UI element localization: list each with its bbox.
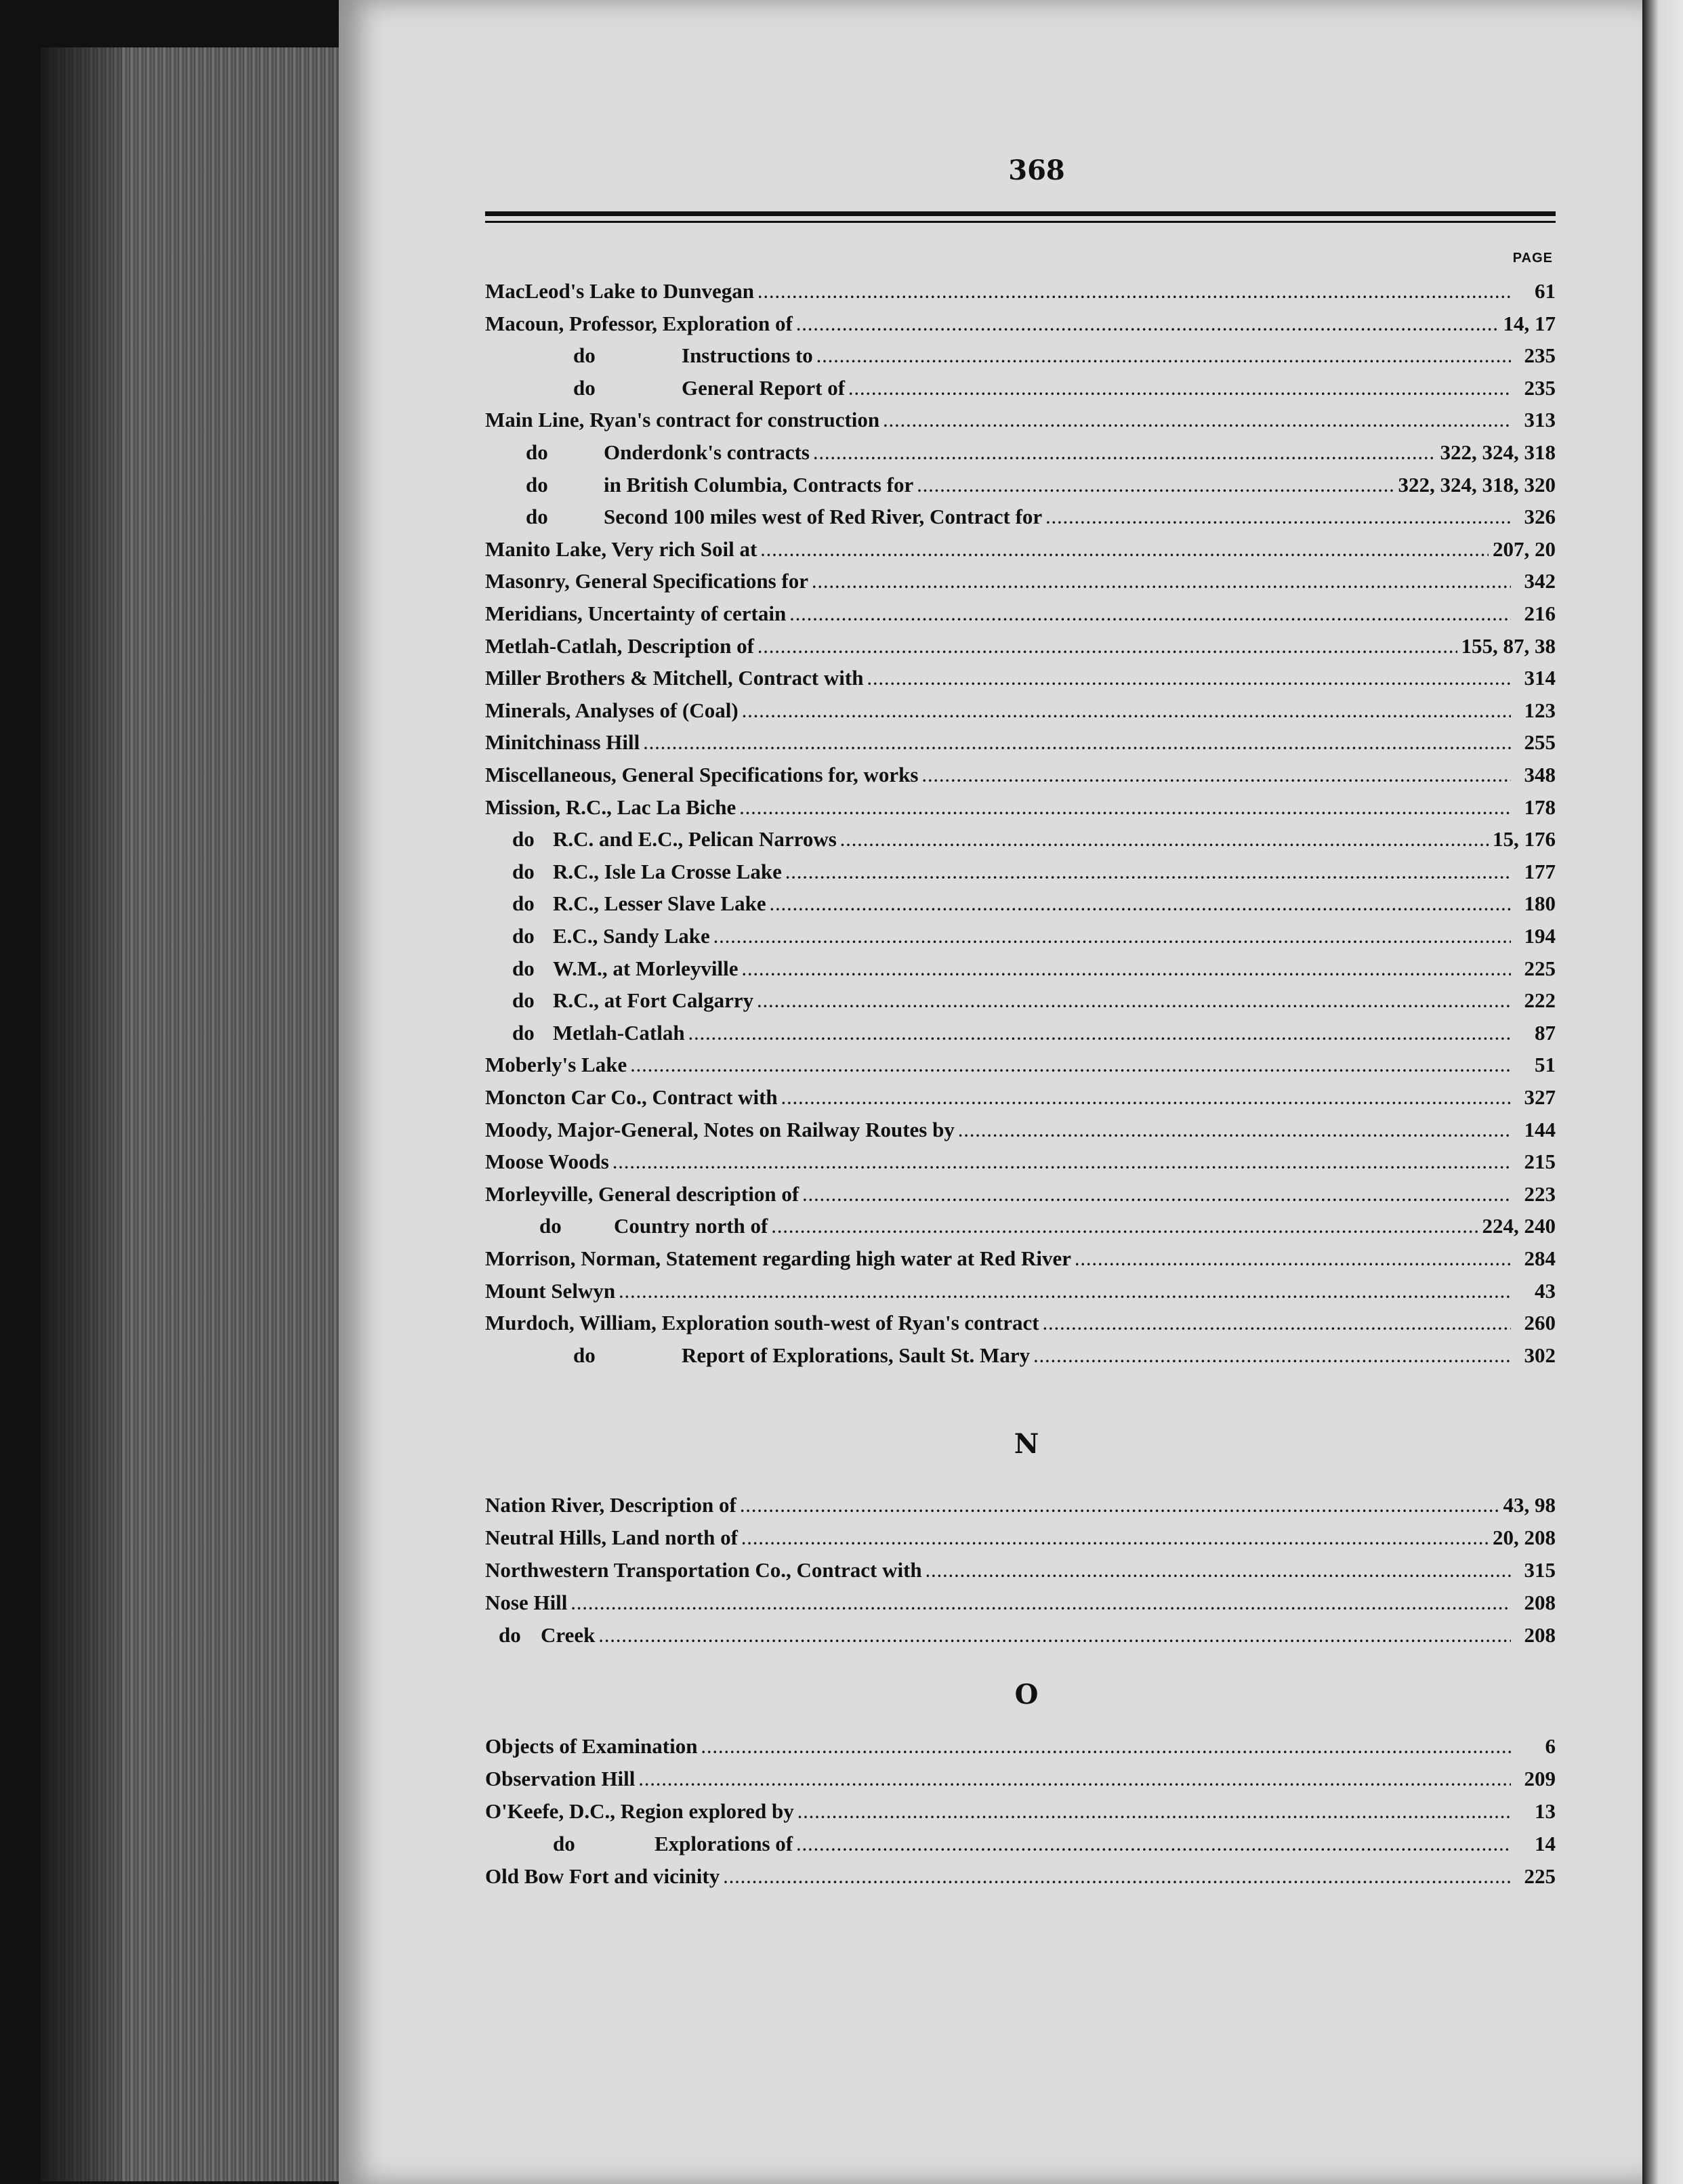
entry-text: Explorations of (654, 1832, 793, 1855)
ditto-mark: do (573, 343, 596, 368)
page-reference: 322, 324, 318, 320 (1398, 472, 1556, 497)
entry-text: Northwestern Transportation Co., Contract with (485, 1558, 922, 1582)
entry-text: Moberly's Lake (485, 1053, 627, 1077)
index-entry (485, 1118, 1556, 1150)
page-reference: 15, 176 (1493, 827, 1556, 852)
page-reference: 123 (1524, 698, 1556, 722)
ditto-mark: do (539, 1214, 562, 1238)
entry-text: Instructions to (682, 343, 813, 368)
dot-leader (770, 897, 1511, 915)
dot-leader (758, 639, 1457, 657)
index-entry (485, 343, 1556, 376)
index-entry (485, 440, 1556, 473)
entry-text: Miscellaneous, General Specifications for, works (485, 763, 919, 786)
ditto-mark: do (526, 472, 548, 497)
index-entry (485, 312, 1556, 344)
page-reference: 284 (1524, 1246, 1556, 1270)
index-entry (485, 1591, 1556, 1623)
entry-text: Mount Selwyn (485, 1278, 616, 1303)
entry-text: Mission, R.C., Lac La Biche (485, 795, 736, 819)
index-entry (485, 279, 1556, 312)
entry-text: Observation Hill (485, 1767, 636, 1790)
dot-leader (959, 1123, 1511, 1141)
dot-leader (724, 1870, 1511, 1887)
index-entry (485, 1526, 1556, 1558)
entry-text: in British Columbia, Contracts for (604, 472, 914, 497)
index-entry (485, 634, 1556, 667)
index-entry (485, 795, 1556, 828)
page-reference: 235 (1524, 343, 1556, 368)
page-reference: 43 (1535, 1278, 1556, 1303)
page-reference: 180 (1524, 891, 1556, 916)
index-entry (485, 988, 1556, 1021)
page-reference: 314 (1524, 666, 1556, 690)
entry-text: Miller Brothers & Mitchell, Contract with (485, 666, 864, 690)
index-entry (485, 1343, 1556, 1376)
binding-shadow (41, 47, 122, 2181)
page-reference: 14 (1535, 1832, 1556, 1855)
dot-leader (758, 285, 1511, 302)
index-entry (485, 569, 1556, 602)
index-entry (485, 537, 1556, 570)
page-reference: 326 (1524, 505, 1556, 529)
index-entry (485, 408, 1556, 440)
entry-text: Moose Woods (485, 1150, 609, 1174)
dot-leader (644, 736, 1511, 753)
page-number: 368 (1008, 154, 1065, 186)
entry-text: R.C., at Fort Calgarry (553, 988, 754, 1013)
entry-text: Masonry, General Specifications for (485, 569, 808, 593)
ditto-mark: do (512, 891, 535, 916)
section-letter: N (1014, 1428, 1039, 1460)
entry-text: Nation River, Description of (485, 1493, 736, 1517)
ditto-mark: do (512, 988, 535, 1013)
entry-text: Report of Explorations, Sault St. Mary (682, 1343, 1031, 1367)
entry-text: Objects of Examination (485, 1734, 698, 1758)
page-reference: 43, 98 (1503, 1493, 1556, 1517)
page-reference: 208 (1524, 1591, 1556, 1614)
dot-leader (757, 994, 1511, 1011)
index-entry (485, 763, 1556, 795)
dot-leader (922, 768, 1511, 786)
index-entry (485, 602, 1556, 634)
index-entry (485, 1021, 1556, 1053)
page-reference: 348 (1524, 763, 1556, 786)
ditto-mark: do (512, 956, 535, 980)
page-reference: 61 (1535, 279, 1556, 303)
page-reference: 260 (1524, 1311, 1556, 1335)
index-entry (485, 1182, 1556, 1215)
index-entry (485, 473, 1556, 505)
dot-leader (740, 801, 1511, 818)
page-reference: 13 (1535, 1799, 1556, 1823)
entry-text: E.C., Sandy Lake (553, 924, 710, 948)
entry-text: Morrison, Norman, Statement regarding high water at Red River (485, 1246, 1072, 1270)
page-reference: 224, 240 (1482, 1214, 1556, 1238)
page-reference: 322, 324, 318 (1440, 440, 1556, 464)
dot-leader (917, 478, 1394, 496)
page-reference: 313 (1524, 408, 1556, 432)
dot-leader (741, 1498, 1499, 1516)
page-reference: 225 (1524, 956, 1556, 980)
dot-leader (849, 381, 1511, 399)
ditto-mark: do (526, 440, 548, 464)
page-reference: 235 (1524, 375, 1556, 400)
index-entry (485, 860, 1556, 892)
page-reference: 315 (1524, 1558, 1556, 1582)
entry-text: General Report of (682, 375, 846, 400)
page-reference: 207, 20 (1493, 537, 1556, 561)
dot-leader (1043, 1316, 1511, 1334)
entry-text: Nose Hill (485, 1591, 568, 1614)
page-reference: 327 (1524, 1085, 1556, 1109)
entry-text: Country north of (614, 1214, 768, 1238)
entry-text: Manito Lake, Very rich Soil at (485, 537, 757, 561)
index-entry (485, 666, 1556, 698)
dot-leader (639, 1772, 1511, 1790)
entry-text: W.M., at Morleyville (553, 956, 739, 980)
entry-text: Neutral Hills, Land north of (485, 1526, 738, 1549)
page-reference: 51 (1535, 1053, 1556, 1077)
dot-leader (571, 1596, 1511, 1614)
ditto-mark: do (499, 1623, 521, 1647)
ditto-mark: do (526, 505, 548, 529)
entry-text: Moody, Major-General, Notes on Railway Routes by (485, 1117, 955, 1141)
dot-leader (926, 1563, 1511, 1581)
index-entry (485, 957, 1556, 989)
entry-text: Murdoch, William, Exploration south-west of Ryan's contract (485, 1311, 1039, 1335)
dot-leader (742, 962, 1511, 980)
index-entry (485, 1150, 1556, 1182)
dot-leader (797, 1837, 1511, 1855)
dot-leader (631, 1058, 1511, 1076)
dot-leader (701, 1740, 1511, 1757)
page-reference: 178 (1524, 795, 1556, 819)
page-reference: 225 (1524, 1864, 1556, 1888)
dot-leader (797, 317, 1499, 335)
page-reference: 155, 87, 38 (1461, 633, 1556, 658)
page-reference: 209 (1524, 1767, 1556, 1790)
ditto-mark: do (512, 859, 535, 883)
dot-leader (790, 607, 1511, 625)
index-entry (485, 1832, 1556, 1864)
page-reference: 208 (1524, 1623, 1556, 1647)
page-reference: 255 (1524, 730, 1556, 755)
entry-text: Morleyville, General description of (485, 1181, 799, 1206)
entry-text: O'Keefe, D.C., Region explored by (485, 1799, 794, 1823)
book-binding (0, 0, 339, 2184)
index-entry (485, 1799, 1556, 1832)
entry-text: Moncton Car Co., Contract with (485, 1085, 778, 1109)
index-entry (485, 1311, 1556, 1343)
dot-leader (743, 704, 1511, 721)
index-entry (485, 1493, 1556, 1526)
dot-leader (1046, 510, 1511, 528)
dot-leader (1034, 1349, 1511, 1366)
header-rule-thick (485, 211, 1556, 216)
next-page-edge (1642, 0, 1683, 2184)
index-entry (485, 1558, 1556, 1591)
ditto-mark: do (573, 1343, 596, 1367)
index-entry (485, 1246, 1556, 1279)
entry-text: Second 100 miles west of Red River, Contract for (604, 505, 1043, 529)
page-reference: 215 (1524, 1150, 1556, 1174)
entry-text: Metlah-Catlah (553, 1020, 685, 1045)
entry-text: Macoun, Professor, Exploration of (485, 311, 793, 335)
page-reference: 14, 17 (1503, 311, 1556, 335)
index-entry (485, 891, 1556, 924)
entry-text: Old Bow Fort and vicinity (485, 1864, 720, 1888)
dot-leader (786, 865, 1511, 883)
page-reference: 20, 208 (1493, 1526, 1556, 1549)
index-entry (485, 1279, 1556, 1311)
header-rule-thin (485, 221, 1556, 223)
entry-text: MacLeod's Lake to Dunvegan (485, 279, 754, 303)
index-entry (485, 1864, 1556, 1897)
index-entry (485, 1085, 1556, 1118)
page-reference: 87 (1535, 1020, 1556, 1045)
dot-leader (817, 349, 1511, 366)
dot-leader (772, 1219, 1478, 1237)
dot-leader (742, 1531, 1489, 1549)
page-reference: 342 (1524, 569, 1556, 593)
index-entry (485, 1767, 1556, 1799)
dot-leader (884, 413, 1511, 431)
dot-leader (599, 1629, 1511, 1646)
page-reference: 216 (1524, 602, 1556, 625)
index-entry (485, 1734, 1556, 1767)
dot-leader (714, 929, 1511, 947)
index-entry (485, 1053, 1556, 1085)
entry-text: Main Line, Ryan's contract for construction (485, 408, 880, 432)
entry-text: Creek (541, 1623, 596, 1647)
dot-leader (841, 833, 1489, 850)
index-entry (485, 505, 1556, 537)
index-entry (485, 376, 1556, 408)
dot-leader (782, 1091, 1511, 1108)
entry-text: Minitchinass Hill (485, 730, 640, 755)
dot-leader (1075, 1252, 1511, 1269)
entry-text: R.C., Isle La Crosse Lake (553, 859, 782, 883)
dot-leader (613, 1155, 1511, 1173)
dot-leader (619, 1284, 1511, 1302)
page-reference: 302 (1524, 1343, 1556, 1367)
index-entry (485, 924, 1556, 957)
page-reference: 6 (1545, 1734, 1556, 1758)
dot-leader (812, 574, 1511, 592)
page-reference: 194 (1524, 924, 1556, 948)
section-letter: O (1014, 1679, 1039, 1710)
dot-leader (814, 446, 1436, 463)
page-column-header: PAGE (1512, 251, 1553, 266)
entry-text: Metlah-Catlah, Description of (485, 633, 754, 658)
index-entry (485, 827, 1556, 860)
index-entry (485, 1623, 1556, 1656)
entry-text: R.C., Lesser Slave Lake (553, 891, 766, 916)
ditto-mark: do (512, 1020, 535, 1045)
entry-text: Onderdonk's contracts (604, 440, 810, 464)
page-reference: 223 (1524, 1181, 1556, 1206)
index-entry (485, 1214, 1556, 1246)
ditto-mark: do (512, 827, 535, 852)
ditto-mark: do (512, 924, 535, 948)
dot-leader (798, 1805, 1511, 1822)
dot-leader (867, 671, 1511, 689)
entry-text: Meridians, Uncertainty of certain (485, 602, 787, 625)
entry-text: Minerals, Analyses of (Coal) (485, 698, 739, 722)
page-reference: 177 (1524, 859, 1556, 883)
ditto-mark: do (573, 375, 596, 400)
dot-leader (761, 543, 1489, 560)
dot-leader (803, 1188, 1511, 1205)
dot-leader (689, 1026, 1511, 1044)
page-reference: 222 (1524, 988, 1556, 1013)
entry-text: R.C. and E.C., Pelican Narrows (553, 827, 837, 852)
index-entry (485, 730, 1556, 763)
ditto-mark: do (553, 1832, 575, 1855)
index-entry (485, 698, 1556, 731)
page-reference: 144 (1524, 1117, 1556, 1141)
